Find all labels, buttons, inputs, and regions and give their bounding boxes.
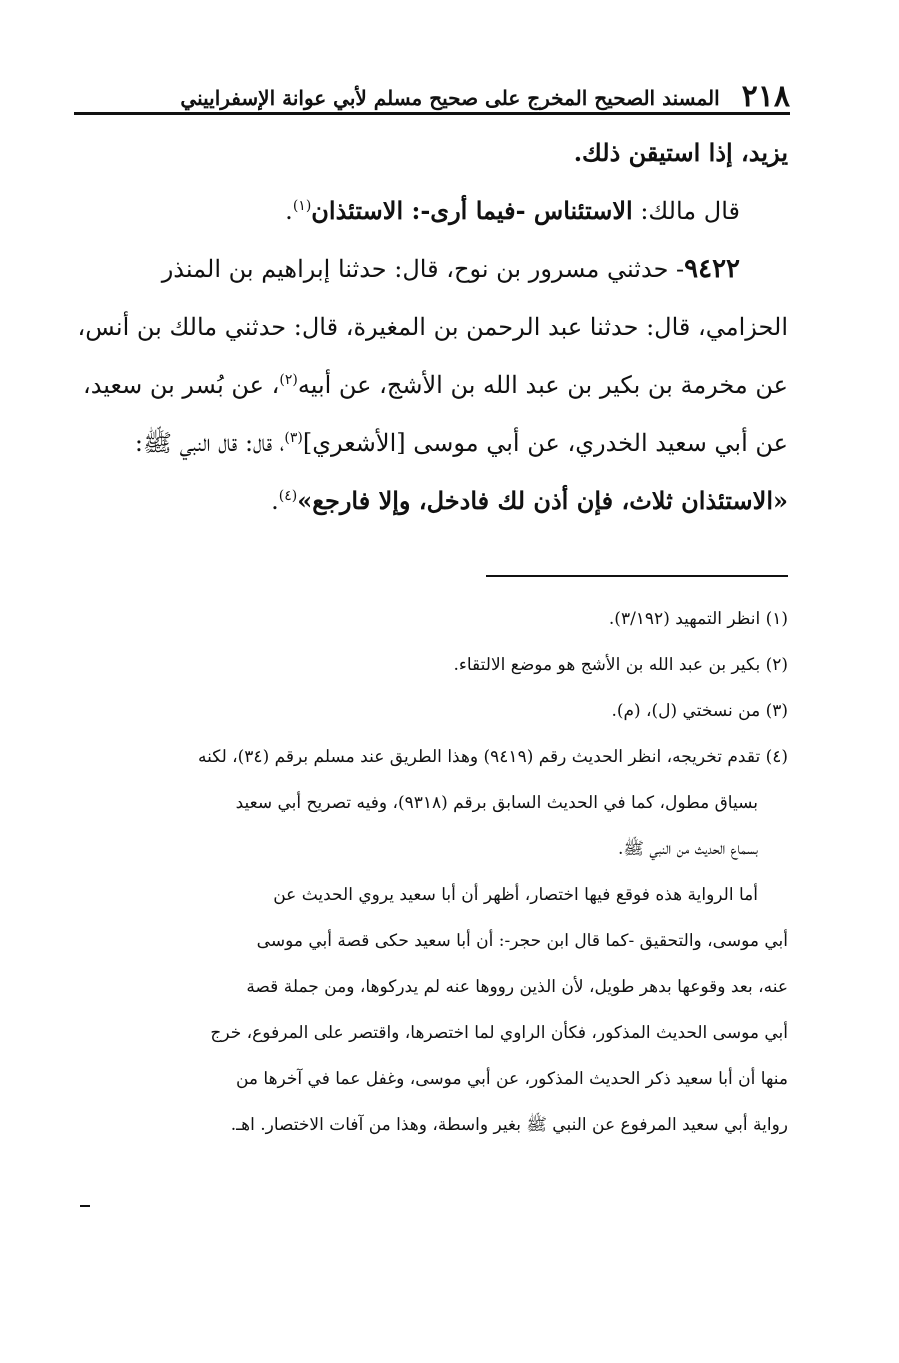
footnote-3: (٣) من نسختي (ل)، (م). xyxy=(611,701,788,721)
footnote-4-para-line-3: عنه، بعد وقوعها بدهر طويل، لأن الذين رووها عنه لم يدركوها، ومن جملة قصة xyxy=(246,977,788,997)
line-2-end: . xyxy=(285,197,293,225)
footnotes xyxy=(76,596,788,1148)
footnote-ref-2: (٢) xyxy=(279,372,298,388)
isnad-start: - حدثني مسرور بن نوح، قال: حدثنا إبراهيم بن المنذر xyxy=(161,255,685,283)
continuation-mark xyxy=(80,1205,90,1207)
text-line-4: الحزامي، قال: حدثنا عبد الرحمن بن المغيرة، قال: حدثني مالك بن أنس، xyxy=(77,313,788,341)
line-5-part-b: ، عن بُسر بن سعيد، xyxy=(82,371,280,399)
header-rule xyxy=(74,112,790,115)
line-5-part-a: عن مخرمة بن بكير بن عبد الله بن الأشج، عن أبيه xyxy=(297,371,788,399)
footnote-4-line-3: بسماع الحديث من النبي ﷺ. xyxy=(617,839,758,859)
line-7-end: . xyxy=(271,487,279,515)
hadith-matn: «الاستئذان ثلاث، فإن أذن لك فادخل، وإلا فارجع» xyxy=(297,486,788,515)
text-line-2 xyxy=(76,182,788,240)
footnote-4-para-line-2: أبي موسى، والتحقيق -كما قال ابن حجر-: أن أبا سعيد حكى قصة أبي موسى xyxy=(256,931,788,951)
text-line-7 xyxy=(76,472,788,530)
istinas-statement: الاستئناس -فيما أرى-: الاستئذان xyxy=(311,196,633,225)
running-title: المسند الصحيح المخرج على صحيح مسلم لأبي عوانة الإسفراييني xyxy=(180,86,720,110)
page-number: ٢١٨ xyxy=(741,79,790,114)
hadith-number: ٩٤٢٢ xyxy=(684,254,740,284)
page-header xyxy=(74,72,790,112)
footnote-4-para-line-6: رواية أبي سعيد المرفوع عن النبي ﷺ بغير واسطة، وهذا من آفات الاختصار. اهـ. xyxy=(230,1115,788,1135)
footnote-4-para-line-4: أبي موسى الحديث المذكور، فكأن الراوي لما اختصرها، واقتصر على المرفوع، خرج xyxy=(210,1023,788,1043)
footnote-separator xyxy=(486,575,788,577)
footnote-2: (٢) بكير بن عبد الله بن الأشج هو موضع الالتقاء. xyxy=(453,655,788,675)
text-line-6 xyxy=(76,414,788,472)
malik-prefix: قال مالك: xyxy=(632,197,740,225)
footnote-4-para-line-5: منها أن أبا سعيد ذكر الحديث المذكور، عن أبي موسى، وغفل عما في آخرها من xyxy=(235,1069,788,1089)
footnote-4-para-line-1: أما الرواية هذه فوقع فيها اختصار، أظهر أن أبا سعيد يروي الحديث عن xyxy=(273,885,758,905)
text-line-3 xyxy=(76,240,788,298)
footnote-4-line-2: بسياق مطول، كما في الحديث السابق برقم (٩٣١٨)، وفيه تصريح أبي سعيد xyxy=(235,793,758,813)
footnote-4-line-1: (٤) تقدم تخريجه، انظر الحديث رقم (٩٤١٩) وهذا الطريق عند مسلم برقم (٣٤)، لكنه xyxy=(197,747,788,767)
footnote-ref-3: (٣) xyxy=(284,430,303,446)
line-6-part-b: ، قال: قال النبي ﷺ: xyxy=(134,429,285,457)
footnote-1: (١) انظر التمهيد (٣/١٩٢). xyxy=(608,609,788,629)
main-text xyxy=(76,124,788,530)
line-6-part-a: عن أبي سعيد الخدري، عن أبي موسى [الأشعري] xyxy=(302,429,788,457)
footnote-ref-4: (٤) xyxy=(278,488,298,504)
text-line-1: يزيد، إذا استيقن ذلك. xyxy=(573,138,788,167)
footnote-ref-1: (١) xyxy=(292,198,312,214)
text-line-5 xyxy=(76,356,788,414)
